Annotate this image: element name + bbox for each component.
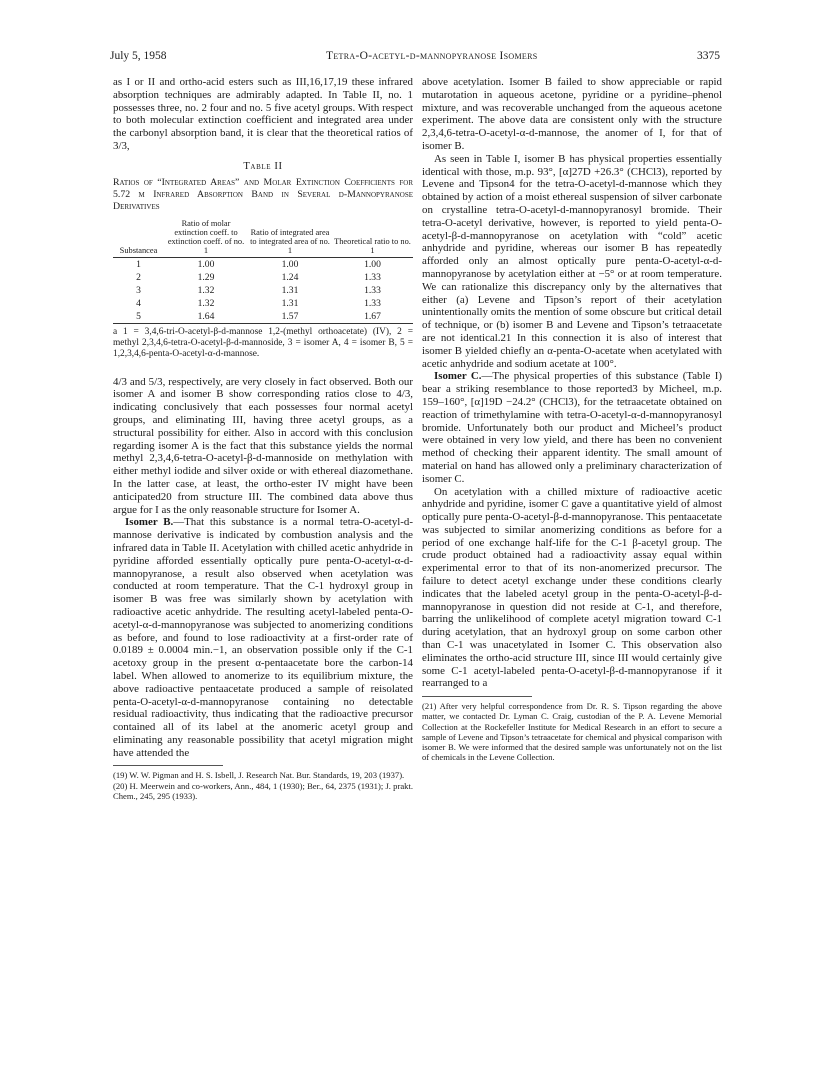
table-row	[113, 310, 413, 324]
table-label: Table II	[243, 160, 283, 172]
header-page-number: 3375	[696, 50, 720, 62]
table-row	[113, 271, 413, 284]
right-paragraph-1: above acetylation. Isomer B failed to show appreciable or rapid mutarotation in aqueous acetone, pyridine or a pyridine–phenol mixture, and was recoverable unchanged from the aqueous acetone experiment. The above data are consistent only with the structure 2,3,4,6-tetra-O-acetyl-α-d-mannose, the anomer of I, for that of isomer B.	[422, 76, 722, 152]
table-header-cell: Ratio of molar extinction coeff. to extinction coeff. of no. 1	[164, 219, 248, 258]
table-cell: 1.31	[281, 284, 299, 296]
header-title: Tetra-O-acetyl-d-mannopyranose Isomers	[326, 50, 538, 62]
footnote-19: (19) W. W. Pigman and H. S. Isbell, J. Research Nat. Bur. Standards, 19, 203 (1937).	[113, 770, 405, 781]
right-column	[422, 76, 722, 762]
table-cell: 1.32	[197, 297, 215, 309]
table-cell: 1.00	[281, 258, 299, 270]
right-paragraph-4: On acetylation with a chilled mixture of radioactive acetic anhydride and pyridine, isomer C gave a quantitative yield of almost optically pure penta-O-acetyl-β-d-mannopyranose. This pentaacetate was subjected to similar anomerizing conditions as before for a period of one exchange half-life for the C-1 β-acetyl group. The crude product obtained had a radioactivity assay equal within experimental error to that of its non-anomerized precursor. The failure to detect acetyl exchange under these conditions clearly indicates that the labeled acetyl group in the penta-O-acetyl-β-d-mannopyranose in question did not reside at C-1, and therefore, barring the unlikelihood of complete acetyl migration toward C-1 during acetylation, that an hydroxyl group on some carbon other than C-1 was unacetylated in Isomer C. This observation also eliminates the ortho-acid structure III, since III would certainly give some C-1 acetyl-labeled penta-O-acetyl-β-d-mannopyranose if it rearranged to a	[422, 485, 722, 690]
table-cell: 4	[136, 297, 141, 309]
table-row	[113, 297, 413, 310]
running-header	[110, 50, 720, 66]
isomer-c-text: —The physical properties of this substance (Table I) bear a striking resemblance to those reported3 by Micheel, m.p. 159–160°, [α]19D −24.2° (CHCl3), for the tetraacetate obtained on reaction of trimethylamine with tetra-O-acetyl-α-d-mannopyranosyl bromide. Unfortunately both our product and Micheel’s product were obtained in very low yield, and there has been no convenient method of checking their apparent identity. The small amount of material on hand has allowed only a preliminary characterization of isomer C.	[422, 370, 723, 485]
table-cell: 2	[136, 271, 141, 283]
table-row	[113, 257, 413, 271]
table-header-row	[113, 219, 413, 258]
left-paragraph-3	[113, 516, 413, 759]
table-footnote: a 1 = 3,4,6-tri-O-acetyl-β-d-mannose 1,2-(methyl orthoacetate) (IV), 2 = methyl 2,3,4,6-tetra-O-acetyl-β-d-mannoside, 3 = isomer A, 4 = isomer B, 5 = 1,2,3,4,6-penta-O-acetyl-α-d-mannose.	[113, 326, 413, 359]
right-paragraph-2: As seen in Table I, isomer B has physical properties essentially identical with those, m.p. 93°, [α]27D +26.3° (CHCl3), reported by Levene and Tipson4 for the tetra-O-acetyl-d-mannose which they obtained by action of a moist ethereal suspension of silver carbonate on crystalline tetra-O-acetyl-d-mannopyranosyl bromide. Their tetra-O-acetyl derivative, however, is reported to yield penta-O-acetyl-β-d-mannopyranose on acetylation with “cold” acetic anhydride and pyridine, whereas our isomer B has repeatedly afforded only an almost optically pure penta-O-acetyl-α-d-mannopyranose by acetylation either at −5° or at room temperature. We can rationalize this discrepancy only by the alternatives that either (a) Levene and Tipson’s report of their acetylation unintentionally omits the mention of some obscure but critical detail of technique, or (b) isomer B and Levene and Tipson’s tetraacetate are not identical.21 In this connection it is also of interest that isomer B yielded chiefly an α-penta-O-acetate when acetylated with acetic anhydride and sodium acetate at 100°.	[422, 152, 722, 370]
isomer-b-heading: Isomer B.	[125, 516, 174, 529]
left-paragraph-1: as I or II and ortho-acid esters such as III,16,17,19 these infrared absorption techniques are admirably adapted. In Table II, no. 1 possesses three, no. 2 four and no. 5 five acetyl groups. With respect to both molecular extinction coefficient and integrated area under the carbonyl absorption band, it is clear that the theoretical ratios of 3/3,	[113, 76, 413, 152]
table-row	[113, 284, 413, 297]
data-table	[113, 219, 413, 324]
header-date: July 5, 1958	[110, 50, 167, 62]
isomer-b-text: —That this substance is a normal tetra-O-acetyl-d-mannose derivative is indicated by combustion analysis and the infrared data in Table II. Acetylation with chilled acetic anhydride in pyridine afforded essentially optically pure penta-O-acetyl-α-d-mannopyranose, a result also observed when acetylation was conducted at room temperature. That the C-1 hydroxyl group in isomer B was free was similarly shown by acetylation with radioactive acetic anhydride. The resulting acetyl-labeled penta-O-acetyl-α-d-mannopyranose was subjected to anomerizing conditions as before, and found to lose radioactivity at a first-order rate of 0.0189 ± 0.0004 min.−1, an observation possible only if the C-1 acetoxy group in the present α-pentaacetate bore the carbon-14 label. When allowed to anomerize to its equilibrium mixture, the above radioactive pentaacetate produced a sample of reisolated penta-O-acetyl-α-d-mannopyranose containing no detectable residual radioactivity, thus indicating that the radioactive precursor contained all of its label at the anomeric acetyl group and eliminating any reasonable possibility that acetyl migration might have attended the	[113, 516, 413, 759]
left-column	[113, 76, 413, 801]
table-cell: 1.67	[332, 310, 413, 324]
right-paragraph-3	[422, 370, 722, 485]
table-header-cell: Theoretical ratio to no. 1	[332, 219, 413, 258]
table-cell: 1.33	[364, 271, 381, 283]
footnote-21: (21) After very helpful correspondence from Dr. R. S. Tipson regarding the above matter, we contacted Dr. Lyman C. Craig, custodian of the P. A. Levene Memorial Collection at the Rockefeller Institute for Medical Research in an effort to secure a sample of Levene and Tipson’s tetraacetate for chemical and physical comparison with isomer B. We were informed that the desired sample was unfortunately not on the list of chemicals in the Levene Collection.	[422, 701, 722, 763]
table-cell: 1.00	[197, 258, 215, 270]
table-title: Ratios of “Integrated Areas” and Molar Extinction Coefficients for 5.72 μ Infrared Absorption Band in Several d-Mannopyranose Derivatives	[113, 176, 413, 212]
left-paragraph-2: 4/3 and 5/3, respectively, are very closely in fact observed. Both our isomer A and isomer B show corresponding ratios close to 4/3, indicating conclusively that each possesses four normal acetyl groups, and eliminating III, having three acetyl groups, as a structural possibility for either. Also in accord with this conclusion regarding isomer A is the fact that this substance yields the normal methyl 2,3,4,6-tetra-O-acetyl-β-d-mannoside on methylation with either methyl iodide and silver oxide or with ethereal diazomethane. In the latter case, at least, the ortho-ester IV might have been anticipated20 from structure III. The combined data above thus argue for I as the only reasonable structure for Isomer A.	[113, 375, 413, 516]
isomer-c-heading: Isomer C.	[434, 370, 482, 383]
table-cell: 3	[136, 284, 141, 296]
footnote-rule	[113, 765, 223, 766]
footnote-20: (20) H. Meerwein and co-workers, Ann., 484, 1 (1930); Ber., 64, 2375 (1931); J. prakt. Chem., 245, 295 (1933).	[113, 780, 413, 801]
table-cell: 1.32	[197, 284, 215, 296]
table-cell: 1.64	[164, 310, 248, 324]
table-header-cell: Substancea	[113, 219, 164, 258]
table-cell: 1.29	[197, 271, 215, 283]
table-cell: 1.57	[248, 310, 332, 324]
table-cell: 1	[136, 258, 141, 270]
table-cell: 1.33	[364, 284, 381, 296]
footnote-rule	[422, 696, 532, 697]
table-cell: 1.31	[281, 297, 299, 309]
table-cell: 1.24	[281, 271, 299, 283]
table-cell: 1.00	[364, 258, 381, 270]
table-cell: 1.33	[364, 297, 381, 309]
table-header-cell: Ratio of integrated area to integrated area of no. 1	[248, 219, 332, 258]
table-cell: 5	[113, 310, 164, 324]
